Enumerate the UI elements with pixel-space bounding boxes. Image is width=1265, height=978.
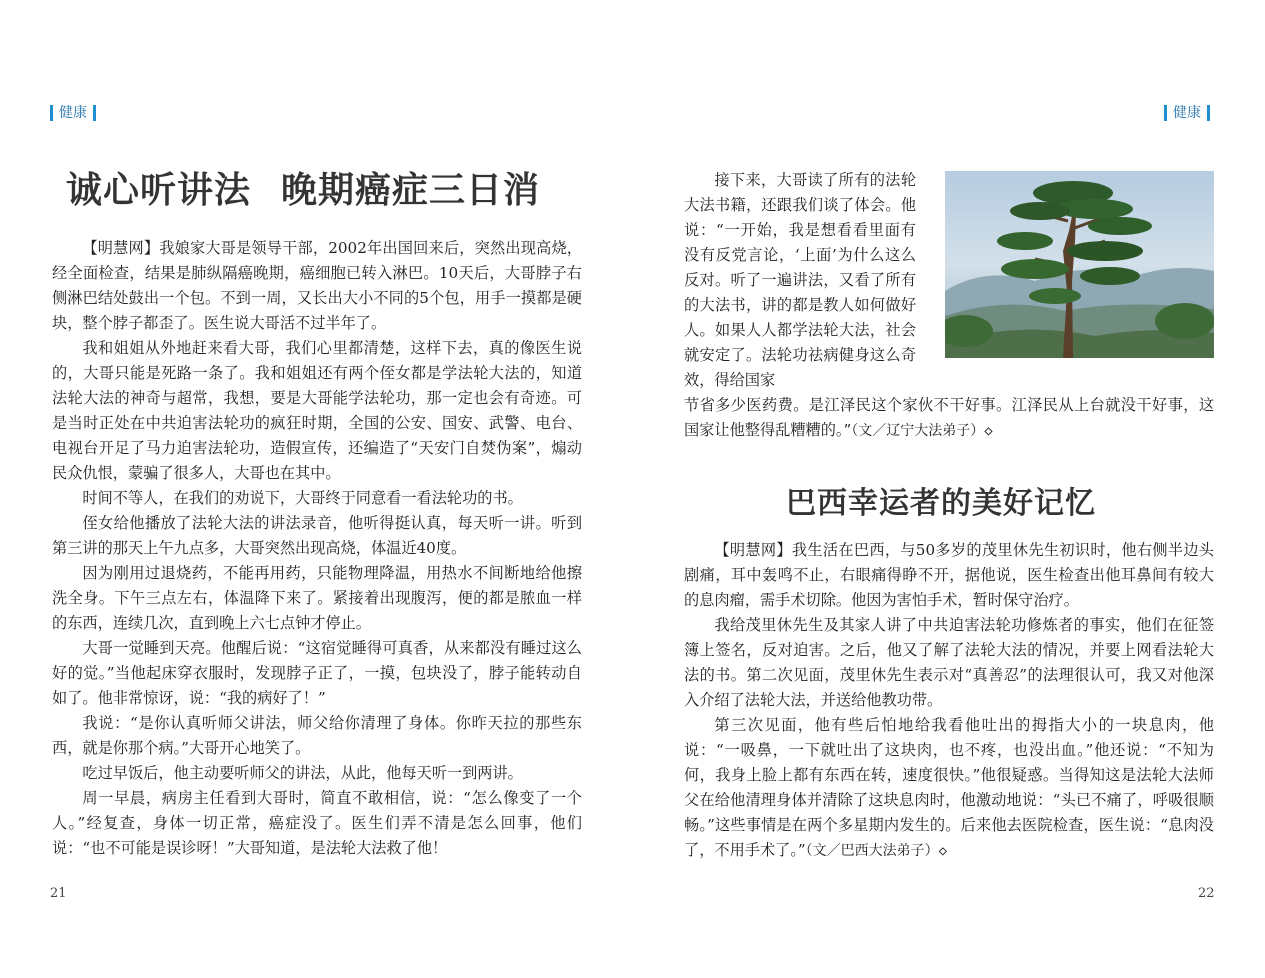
left-article-title: [66, 168, 540, 212]
paragraph: 我给茂里休先生及其家人讲了中共迫害法轮功修炼者的事实，他们在征签簿上签名，反对迫害。之后，他又了解了法轮大法的情况，并要上网看法轮大法的书。第二次见面，茂里休先生表示对“真善忍”的法理很认可，我又对他深入介绍了法轮大法，并送给他教功带。: [684, 616, 1214, 709]
author-signature: （文／辽宁大法弟子）◇: [851, 423, 993, 439]
paragraph: 因为刚用过退烧药，不能再用药，只能物理降温，用热水不间断地给他擦洗全身。下午三点左右，体温降下来了。紧接着出现腹泻，便的都是脓血一样的东西，连续几次，直到晚上六七点钟才停止。: [52, 564, 582, 632]
right-article-body: [684, 538, 1214, 864]
continued-text-full: [684, 393, 1214, 444]
pine-tree-photo-svg: [945, 171, 1214, 358]
paragraph: [684, 713, 1214, 864]
left-article-body: [52, 236, 582, 861]
paragraph: 我和姐姐从外地赶来看大哥，我们心里都清楚，这样下去，真的像医生说的，大哥只能是死路一条了。我和姐姐还有两个侄女都是学法轮大法的，知道法轮大法的神奇与超常，我想，要是大哥能学法轮功，那一定也会有奇迹。可是当时正处在中共迫害法轮功的疯狂时期，全国的公安、国安、武警、电台、电视台开足了马力迫害法轮功，造假宣传，还编造了“天安门自焚伪案”，煽动民众仇恨，蒙骗了很多人，大哥也在其中。: [52, 339, 582, 482]
continued-text-column: [684, 168, 916, 393]
paragraph: 【明慧网】我娘家大哥是领导干部，2002年出国回来后，突然出现高烧，经全面检查，结果是肺纵隔癌晚期，癌细胞已转入淋巴。10天后，大哥脖子右侧淋巴结处鼓出一个包。不到一周，又长出大小不同的5个包，用手一摸都是硬块，整个脖子都歪了。医生说大哥活不过半年了。: [52, 239, 582, 332]
paragraph: 时间不等人，在我们的劝说下，大哥终于同意看一看法轮功的书。: [82, 489, 523, 507]
paragraph: 侄女给他播放了法轮大法的讲法录音，他听得挺认真，每天听一讲。听到第三讲的那天上午九点多，大哥突然出现高烧，体温近40度。: [52, 514, 582, 557]
paragraph: [684, 393, 1214, 444]
right-article-title: 巴西幸运者的美好记忆: [786, 486, 1096, 521]
paragraph: 我说：“是你认真听师父讲法，师父给你清理了身体。你昨天拉的那些东西，就是你那个病。”大哥开心地笑了。: [52, 714, 582, 757]
author-signature: （文／巴西大法弟子）◇: [805, 843, 948, 859]
section-tag-left: [50, 104, 96, 122]
pine-tree-photo: [945, 171, 1214, 358]
section-tag-label: 健康: [1173, 105, 1201, 121]
tag-bar-right: [1207, 105, 1210, 121]
paragraph: 吃过早饭后，他主动要听师父的讲法，从此，他每天听一到两讲。: [82, 764, 523, 782]
left-title-part2: 晚期癌症三日消: [281, 169, 541, 211]
tag-bar-right: [93, 105, 96, 121]
paragraph: 周一早晨，病房主任看到大哥时，简直不敢相信，说：“怎么像变了一个人。”经复查，身体一切正常，癌症没了。医生们弄不清是怎么回事，他们说：“也不可能是误诊呀！”大哥知道，是法轮大法救了他！: [52, 789, 582, 857]
page-number-right: 22: [1198, 886, 1215, 901]
section-tag-right: [1164, 104, 1210, 122]
continued-text-2: 节省多少医药费。是江泽民这个家伙不干好事。江泽民从上台就没干好事，这国家让他整得乱糟糟的。”: [684, 396, 1214, 439]
page-number-left: 21: [50, 886, 67, 901]
last-paragraph-text: 第三次见面，他有些后怕地给我看他吐出的拇指大小的一块息肉，他说：“一吸鼻，一下就吐出了这块肉，也不疼，也没出血。”他还说：“不知为何，我身上脸上都有东西在转，速度很快。”他很疑惑。当得知这是法轮大法师父在给他清理身体并清除了这块息肉时，他激动地说：“头已不痛了，呼吸很顺畅。”这些事情是在两个多星期内发生的。后来他去医院检查，医生说：“息肉没了，不用手术了。”: [684, 716, 1214, 859]
left-title-part1: 诚心听讲法: [66, 169, 252, 211]
paragraph: 接下来，大哥读了所有的法轮大法书籍，还跟我们谈了体会。他说：“一开始，我是想看看里面有没有反党言论，‘上面’为什么这么反对。听了一遍讲法，又看了所有的大法书，讲的都是教人如何做好人。如果人人都学法轮大法，社会就安定了。法轮功祛病健身这么奇效，得给国家: [684, 171, 916, 389]
paragraph: 大哥一觉睡到天亮。他醒后说：“这宿觉睡得可真香，从来都没有睡过这么好的觉。”当他起床穿衣服时，发现脖子正了，一摸，包块没了，脖子能转动自如了。他非常惊讶，说：“我的病好了！”: [52, 639, 582, 707]
section-tag-label: 健康: [59, 105, 87, 121]
paragraph: 【明慧网】我生活在巴西，与50多岁的茂里休先生初识时，他右侧半边头剧痛，耳中轰鸣不止，右眼痛得睁不开，据他说，医生检查出他耳鼻间有较大的息肉瘤，需手术切除。他因为害怕手术，暂时保守治疗。: [684, 541, 1214, 609]
